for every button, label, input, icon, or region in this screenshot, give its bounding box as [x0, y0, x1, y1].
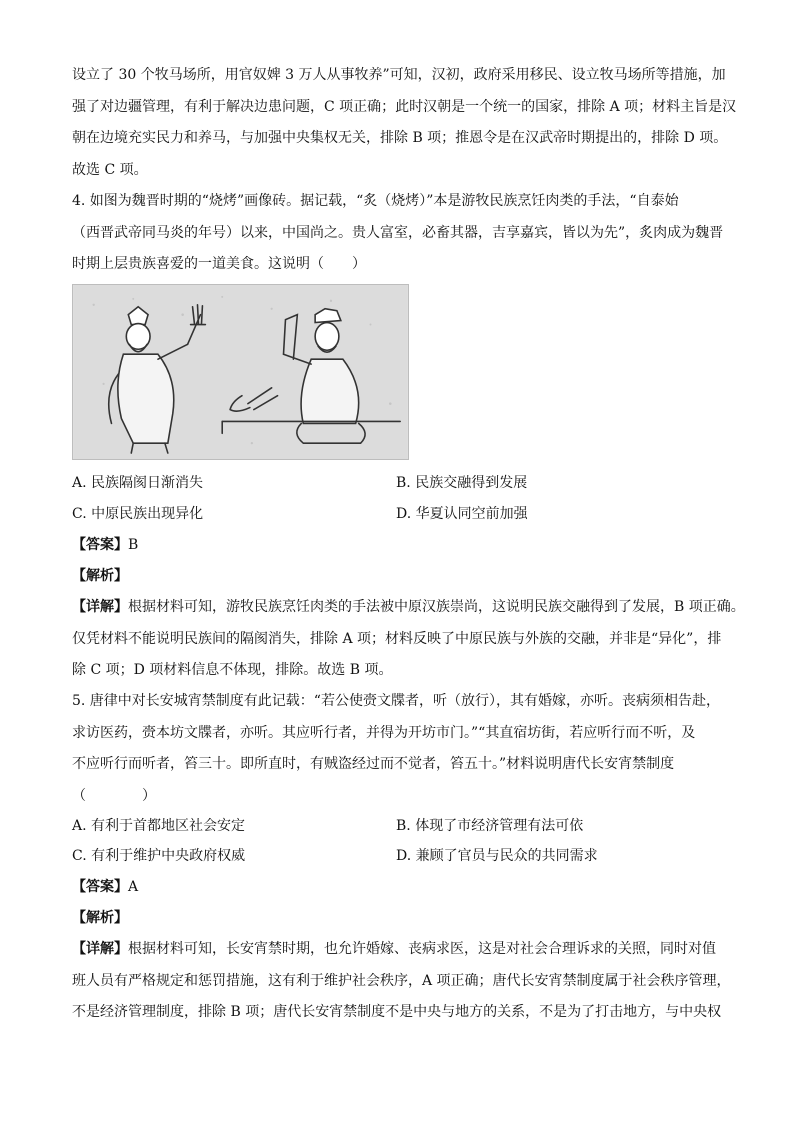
- answer-tag: 【答案】: [72, 537, 128, 553]
- text-line: 【详解】根据材料可知，游牧民族烹饪肉类的手法被中原汉族崇尚，这说明民族交融得到了发展，B 项正确。: [72, 599, 745, 615]
- text-line: （西晋武帝同马炎的年号）以来，中国尚之。贵人富室，必畜其器，吉享嘉宾，皆以为先”，炙肉成为魏晋: [72, 224, 724, 241]
- text-line: 不应听行而听者，笞三十。即所直时，有贼盗经过而不觉者，笞五十。”材料说明唐代长安宵禁制度: [72, 756, 675, 772]
- answer-value: B: [128, 537, 139, 553]
- text-line: 故选 C 项。: [72, 161, 148, 178]
- question-5-detail: [72, 934, 731, 1029]
- analysis-tag: 【解析】: [72, 910, 128, 926]
- option-c: C. 有利于维护中央政府权威: [72, 848, 246, 864]
- text-line: 不是经济管理制度，排除 B 项；唐代长安宵禁制度不是中央与地方的关系，不是为了打击地方，与中央权: [72, 1004, 722, 1020]
- answer-value: A: [128, 879, 139, 895]
- text-line: 时期上层贵族喜爱的一道美食。这说明（ ）: [72, 256, 366, 272]
- text-line: 仅凭材料不能说明民族间的隔阂消失，排除 A 项；材料反映了中原民族与外族的交融，并非是“异化”，排: [72, 630, 722, 647]
- option-a: A. 有利于首都地区社会安定: [72, 818, 246, 834]
- brick-painting-image: [72, 284, 409, 460]
- detail-tag: 【详解】: [72, 941, 128, 957]
- text-line: 除 C 项；D 项材料信息不体现，排除。故选 B 项。: [72, 662, 393, 678]
- text-line: 4. 如图为魏晋时期的“烧烤”画像砖。据记载，“炙（烧烤）”本是游牧民族烹饪肉类的手法，“自泰始: [72, 193, 679, 209]
- text-line: 【详解】根据材料可知，长安宵禁时期，也允许婚嫁、丧病求医，这是对社会合理诉求的关照，同时对值: [72, 941, 716, 957]
- text-line: 求访医药，赍本坊文牒者，亦听。其应听行者，并得为开坊市门。”“其直宿坊街，若应听行而不听，及: [72, 724, 696, 741]
- question-4-detail: [72, 592, 745, 687]
- answer-line: [72, 535, 138, 555]
- question-5-stem: [72, 686, 722, 812]
- answer-tag: 【答案】: [72, 879, 128, 895]
- option-b: B. 民族交融得到发展: [396, 475, 528, 491]
- option-a: A. 民族隔阂日渐消失: [72, 475, 204, 491]
- analysis-tag: 【解析】: [72, 568, 128, 584]
- text-line: 朝在边境充实民力和养马，与加强中央集权无关，排除 B 项；推恩令是在汉武帝时期提出的，排除 D 项。: [72, 130, 728, 146]
- text-line: 5. 唐律中对长安城宵禁制度有此记载：“若公使赍文牒者，听（放行），其有婚嫁，亦听。丧病须相告赴，: [72, 693, 720, 709]
- text-line: 设立了 30 个牧马场所，用官奴婢 3 万人从事牧养”可知，汉初，政府采用移民、设立牧马场所等措施，加: [72, 67, 726, 83]
- option-b: B. 体现了市经济管理有法可依: [396, 818, 584, 834]
- option-d: D. 兼顾了官员与民众的共同需求: [396, 848, 598, 864]
- text-line: （ ）: [72, 787, 156, 804]
- text-line: 强了对边疆管理，有利于解决边患问题，C 项正确；此时汉朝是一个统一的国家，排除 A 项；材料主旨是汉: [72, 98, 737, 115]
- detail-tag: 【详解】: [72, 599, 128, 615]
- option-d: D. 华夏认同空前加强: [396, 506, 528, 522]
- text-line: 班人员有严格规定和惩罚措施，这有利于维护社会秩序，A 项正确；唐代长安宵禁制度属于社会秩序管理，: [72, 972, 731, 989]
- question-4-stem: [72, 186, 722, 281]
- previous-analysis-continuation: [72, 60, 737, 186]
- answer-line: [72, 877, 138, 897]
- option-c: C. 中原民族出现异化: [72, 506, 204, 522]
